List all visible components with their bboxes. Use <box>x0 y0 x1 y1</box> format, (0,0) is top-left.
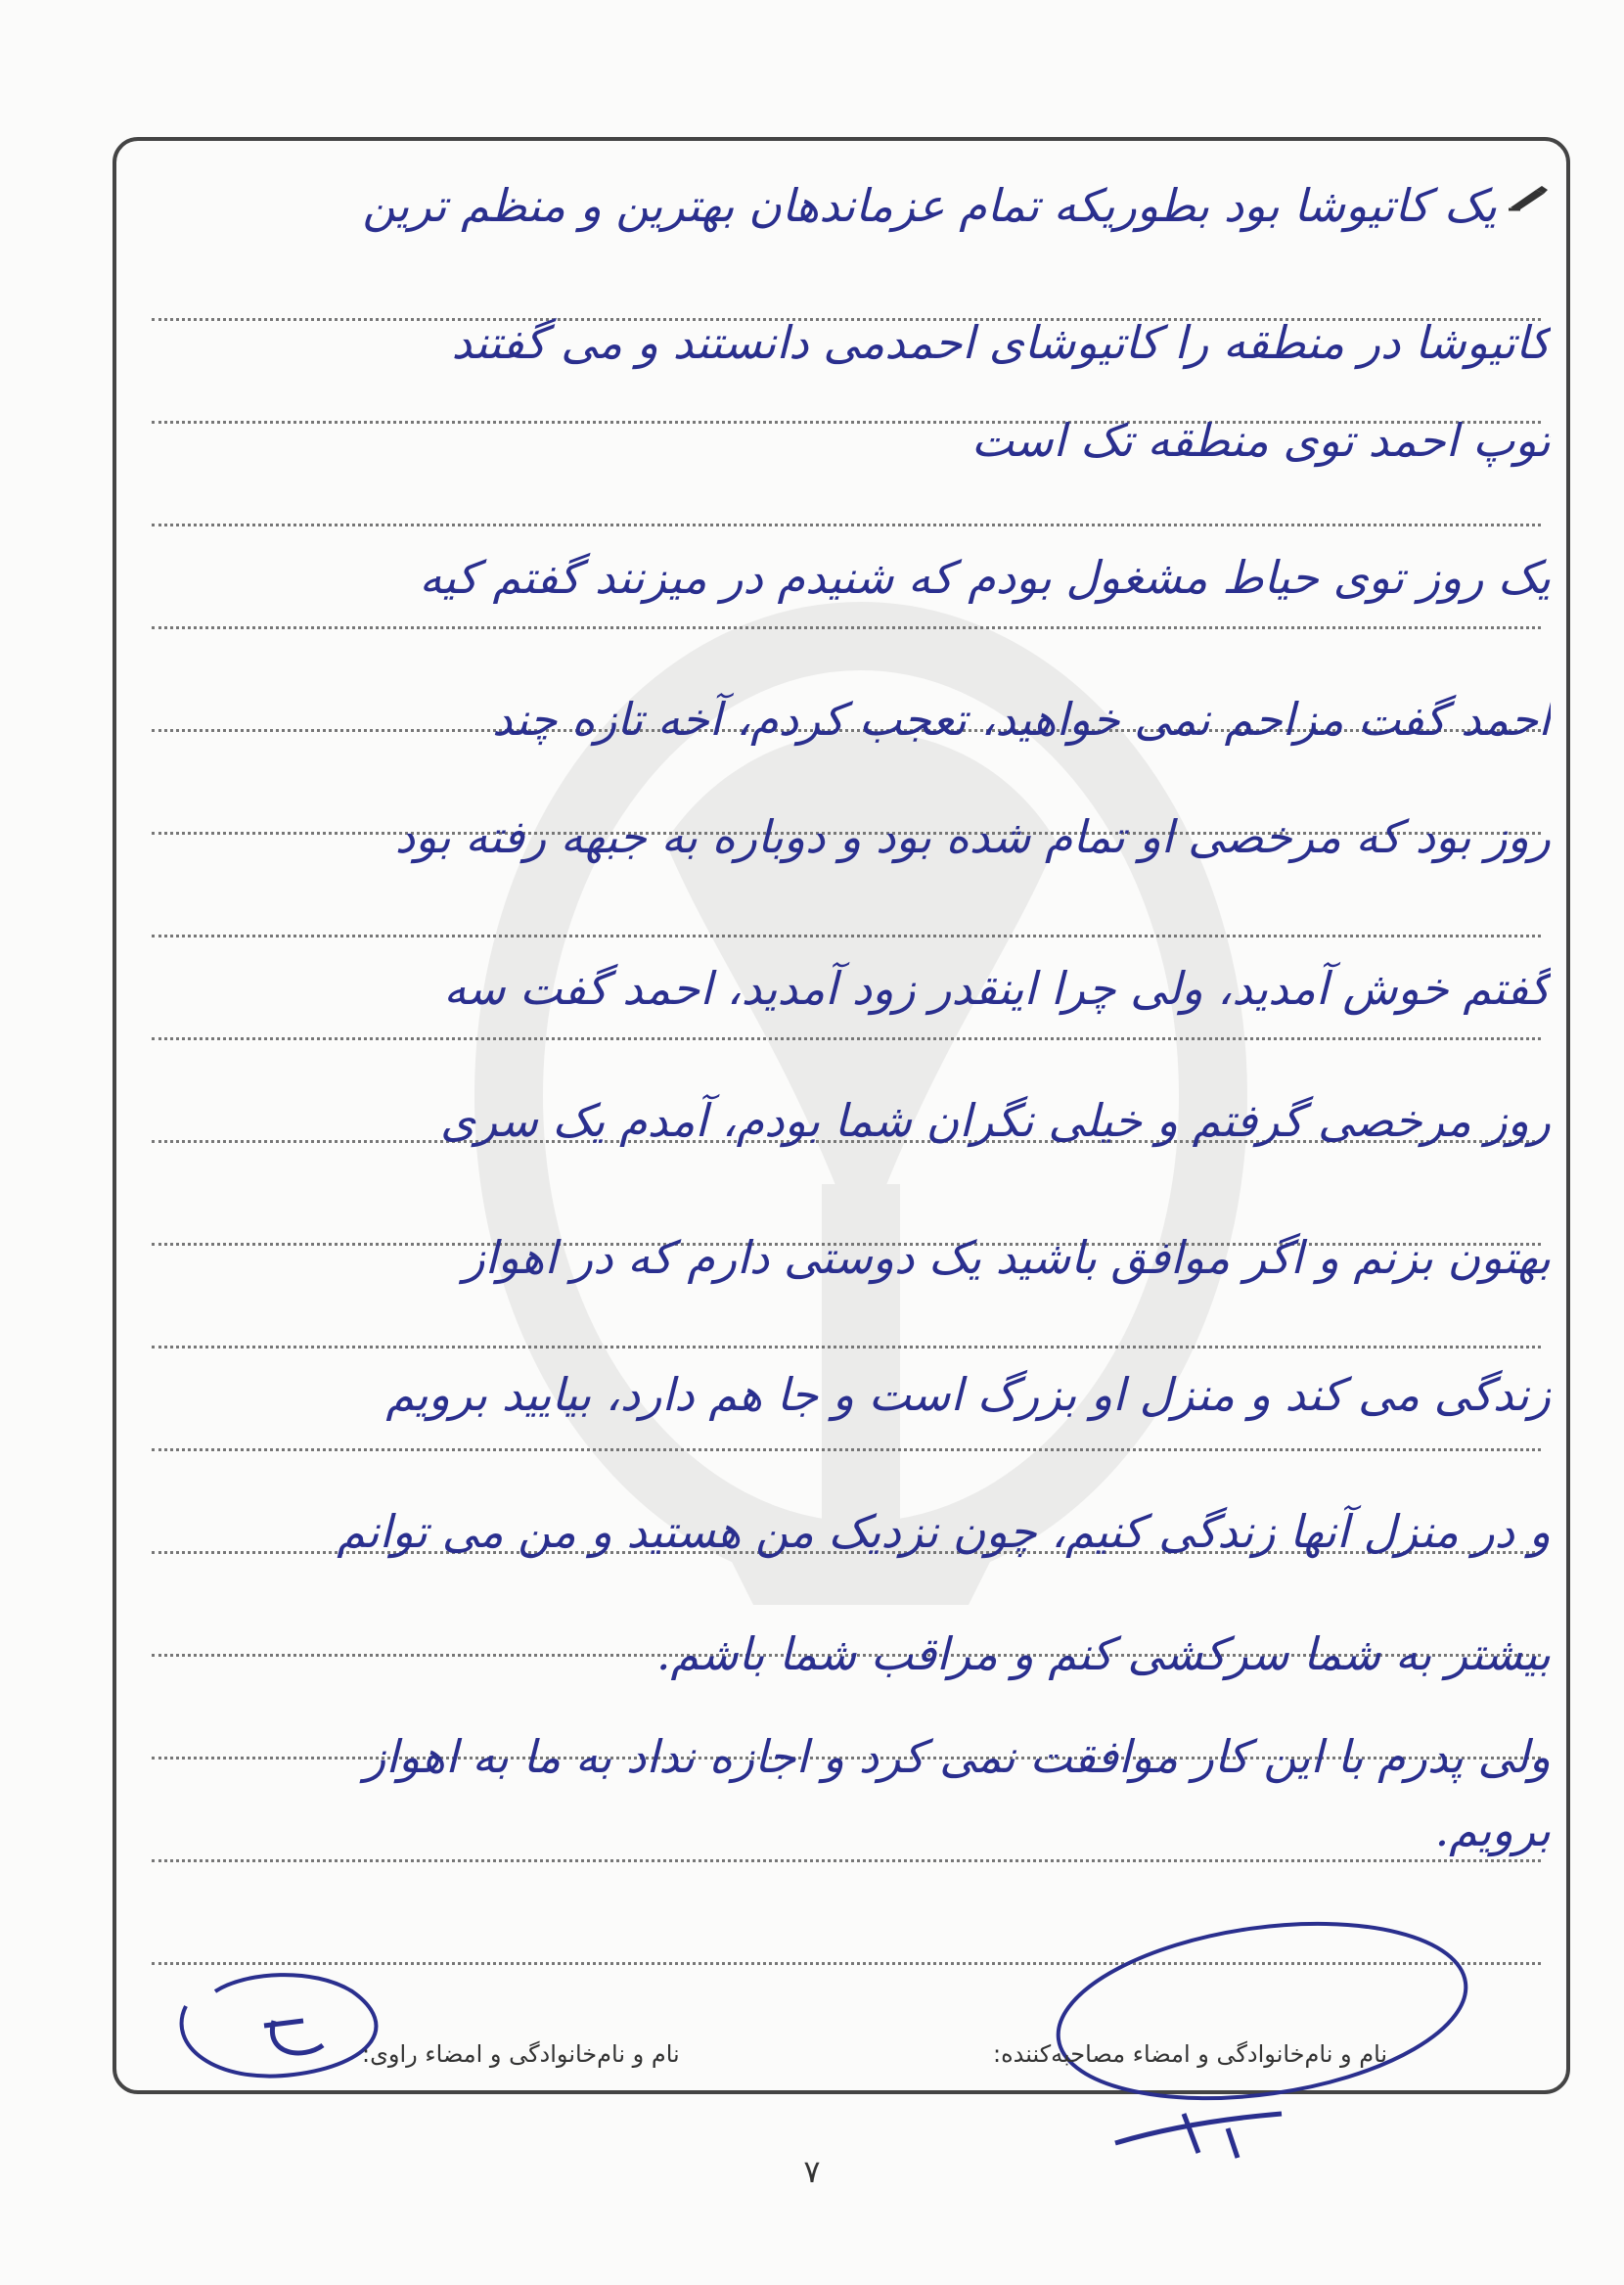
handwritten-line-1: یک کاتیوشا بود بطوریکه تمام عزماندهان بهترین و منظم ترین <box>362 179 1497 232</box>
handwritten-line-2: کاتیوشا در منطقه را کاتیوشای احمدمی دانستند و می گفتند <box>451 316 1551 369</box>
handwritten-line-13: ولی پدرم با این کار موافقت نمی کرد و اجازه نداد به ما به اهواز <box>364 1730 1551 1783</box>
page-number: ۷ <box>803 2153 821 2190</box>
pen-writing-icon <box>1507 184 1550 211</box>
handwritten-line-9: بهتون بزنم و اگر موافق باشید یک دوستی دارم که در اهواز <box>463 1231 1551 1284</box>
handwritten-line-14: برویم. <box>1434 1804 1551 1856</box>
handwritten-line-11: و در منزل آنها زندگی کنیم، چون نزدیک من هستید و من می توانم <box>337 1505 1551 1558</box>
ruled-line <box>152 1859 1541 1862</box>
narrator-signature-label: نام و نام‌خانوادگی و امضاء راوی: <box>362 2040 680 2068</box>
ruled-line <box>152 626 1541 629</box>
ruled-line <box>152 1448 1541 1451</box>
handwritten-line-5: احمد گفت مزاحم نمی خواهید، تعجب کردم، آخه تازه چند <box>491 693 1551 746</box>
handwritten-line-6: روز بود که مرخصی او تمام شده بود و دوباره به جبهه رفته بود <box>394 810 1551 863</box>
ruled-line <box>152 1037 1541 1040</box>
interviewer-signature-label: نام و نام‌خانوادگی و امضاء مصاحبه‌کننده: <box>993 2040 1388 2068</box>
handwritten-line-4: یک روز توی حیاط مشغول بودم که شنیدم در میزنند گفتم کیه <box>419 551 1551 604</box>
ruled-line <box>152 524 1541 526</box>
narrator-signature <box>157 1967 411 2094</box>
handwritten-line-8: روز مرخصی گرفتم و خیلی نگران شما بودم، آمدم یک سری <box>439 1094 1551 1147</box>
ruled-line <box>152 1346 1541 1348</box>
handwritten-line-7: گفتم خوش آمدید، ولی چرا اینقدر زود آمدید، احمد گفت سه <box>443 962 1551 1015</box>
handwritten-line-3: توپ احمد توی منطقه تک است <box>970 414 1551 467</box>
handwritten-line-10: زندگی می کند و منزل او بزرگ است و جا هم دارد، بیایید برویم <box>385 1368 1551 1421</box>
handwritten-line-12: بیشتر به شما سرکشی کنم و مراقب شما باشم. <box>655 1627 1551 1680</box>
ruled-line <box>152 935 1541 937</box>
